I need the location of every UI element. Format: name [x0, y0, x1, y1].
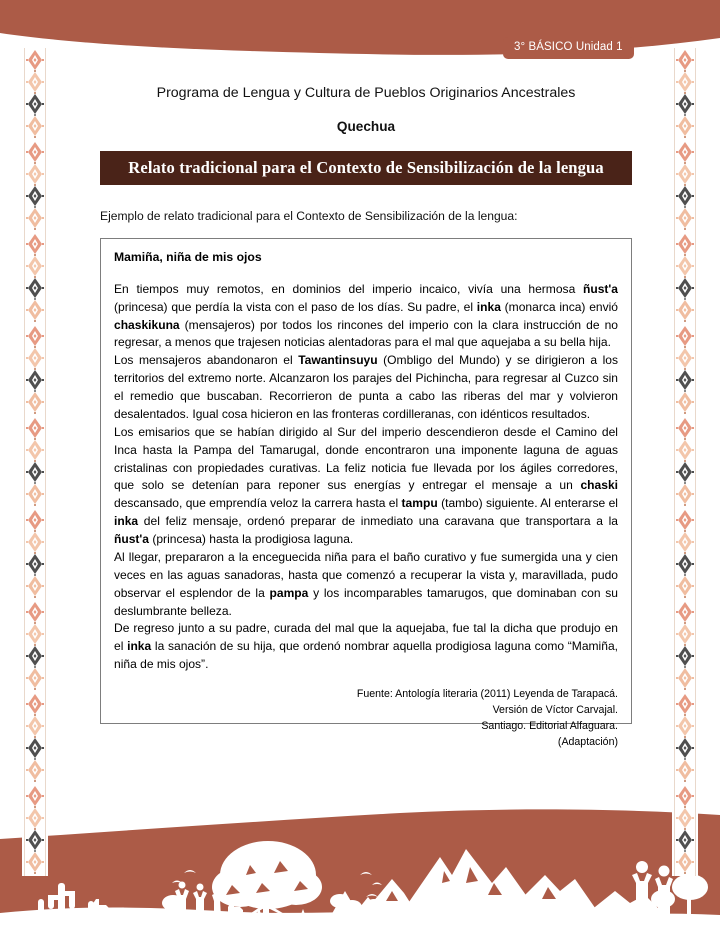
textile-border-left: [22, 48, 48, 876]
footer-illustration: [0, 787, 720, 932]
story-box: [100, 238, 632, 749]
quechua-term: ñust'a: [114, 532, 149, 547]
source-line: Santiago. Editorial Alfaguara.: [481, 720, 618, 733]
unit-badge: 3° BÁSICO Unidad 1: [503, 37, 634, 59]
quechua-term: tampu: [401, 496, 438, 511]
section-title-text: Relato tradicional para el Contexto de Sensibilización de la lengua: [128, 158, 604, 178]
story-paragraph: [114, 424, 618, 549]
paragraph-text: (princesa) hasta la prodigiosa laguna.: [149, 532, 354, 547]
section-title-bar: [100, 151, 632, 185]
story-paragraph: [114, 620, 618, 674]
quechua-term: ñust'a: [583, 281, 618, 296]
paragraph-text: Al llegar, prepararon a la enceguecida niña para el baño curativo y fue sumergida una y cien veces en las aguas sanadoras, hasta que comenzó a recuperar la vista y, maravillada, pudo observar el esplendor de la: [114, 549, 618, 600]
quechua-term: chaski: [580, 478, 618, 493]
paragraph-text: (princesa) que perdía la vista con el paso de los días. Su padre, el: [114, 299, 477, 314]
quechua-term: inka: [127, 639, 152, 654]
story-paragraph: [114, 549, 618, 621]
story-paragraph: [114, 281, 618, 353]
textile-pattern-left: [22, 48, 48, 876]
paragraph-text: del feliz mensaje, ordenó preparar de inmediato una caravana que transportara a la: [138, 514, 618, 529]
story-heading: Mamiña, niña de mis ojos: [114, 249, 262, 264]
paragraph-text: (monarca inca) envió: [500, 299, 618, 314]
quechua-term: pampa: [269, 585, 309, 600]
paragraph-text: (Ombligo del Mundo) y se dirigieron a los territorios del extremo norte. Alcanzaron los parajes del Pichincha, para regresar al Cuzco sin el remedio que buscaban. Recorrieron de punta a cabo las riberas del mar y volvieron desalentados. Igual cosa hicieron en las fronteras cordilleranas, con idénticos resultados.: [114, 353, 619, 421]
story-paragraphs: [114, 281, 618, 674]
source-attribution: [114, 686, 618, 750]
paragraph-text: y los incomparables tamarugos, que dominaban con su deslumbrante belleza.: [114, 585, 619, 618]
textile-pattern-right: [672, 48, 698, 876]
unit-badge-wrapper: [503, 37, 634, 59]
intro-line: Ejemplo de relato tradicional para el Contexto de Sensibilización de la lengua:: [100, 209, 518, 224]
quechua-term: inka: [114, 514, 139, 529]
badge-stem: [571, 28, 580, 40]
textile-border-right: [672, 48, 698, 876]
source-line: Fuente: Antología literaria (2011) Leyenda de Tarapacá.: [356, 688, 618, 701]
quechua-term: inka: [476, 299, 501, 314]
document-content: [100, 0, 632, 749]
language-name: Quechua: [336, 119, 396, 135]
paragraph-text: Los mensajeros abandonaron el: [114, 353, 299, 368]
paragraph-text: Los emisarios que se habían dirigido al Sur del imperio descendieron desde el Camino del Inca hasta la Pampa del Tamarugal, donde encontraron una imponente laguna de aguas cristalinas con propiedades curativas. La feliz noticia fue llevada por los ágiles corredores, que solo se detenían para reponer sus energías y entregar el mensaje a un: [114, 424, 618, 493]
paragraph-text: (mensajeros) por todos los rincones del imperio con la clara instrucción de no regresar, a menos que trajesen noticias alentadoras para el mal que aquejaba a su bella hija.: [114, 317, 618, 350]
source-line: (Adaptación): [557, 736, 618, 749]
footer-landscape-silhouette: [0, 787, 720, 932]
paragraph-text: (tambo) siguiente. Al enterarse el: [437, 496, 618, 511]
paragraph-text: En tiempos muy remotos, en dominios del imperio incaico, vivía una hermosa: [114, 281, 583, 296]
source-line: Versión de Víctor Carvajal.: [492, 704, 618, 717]
program-title: Programa de Lengua y Cultura de Pueblos Originarios Ancestrales: [156, 85, 576, 101]
quechua-term: Tawantinsuyu: [298, 353, 378, 368]
paragraph-text: descansado, que emprendía veloz la carrera hasta el: [114, 496, 402, 511]
story-paragraph: [114, 352, 618, 424]
paragraph-text: la sanación de su hija, que ordenó nombrar aquella prodigiosa laguna como “Mamiña, niña de mis ojos”.: [114, 639, 618, 672]
quechua-term: chaskikuna: [114, 317, 180, 332]
paragraph-text: De regreso junto a su padre, curada del mal que la aquejaba, fue tal la dicha que produjo en el: [114, 621, 618, 654]
